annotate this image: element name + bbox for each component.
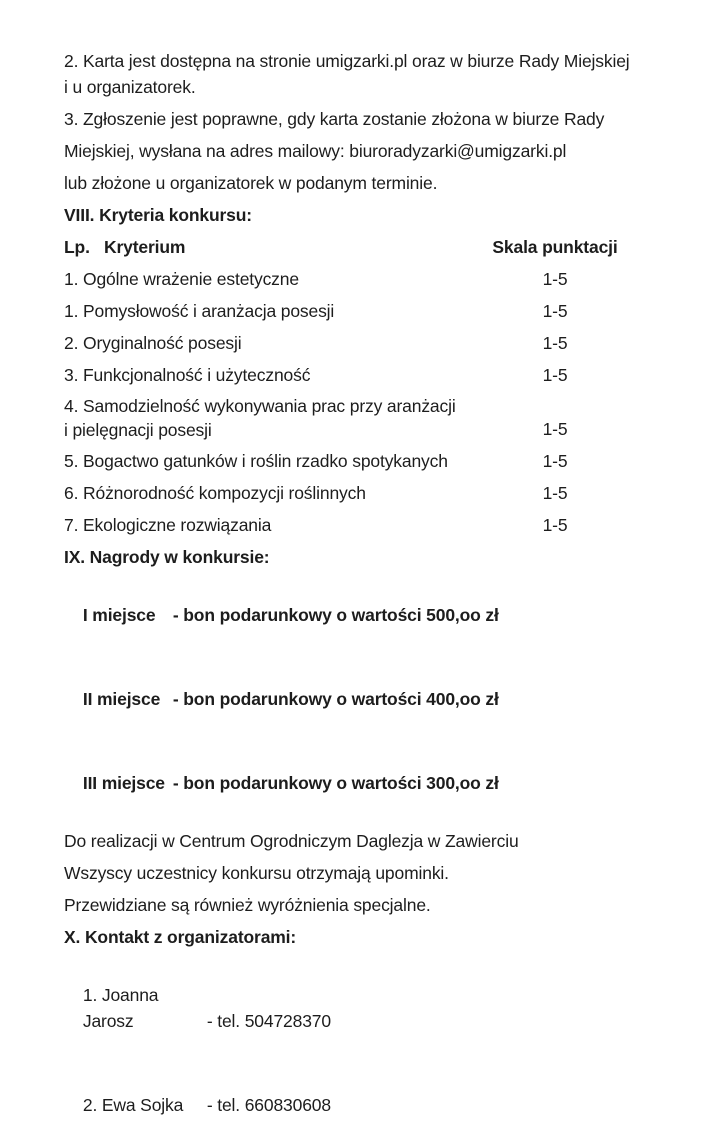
score-value: 1-5 bbox=[542, 483, 568, 503]
criteria-row bbox=[64, 298, 660, 324]
prize-place: II miejsce bbox=[82, 689, 161, 709]
score-value: 1-5 bbox=[542, 365, 568, 385]
contact-phone: - tel. 660830608 bbox=[206, 1095, 331, 1115]
criteria-row bbox=[64, 330, 660, 356]
column-header-score: Skala punktacji bbox=[492, 237, 618, 257]
contact-phone: - tel. 504728370 bbox=[206, 1011, 331, 1031]
section-heading-contact: X. Kontakt z organizatorami: bbox=[64, 927, 297, 947]
criterion-label-line1: 4. Samodzielność wykonywania prac przy aranżacji bbox=[64, 396, 456, 416]
score-value: 1-5 bbox=[542, 451, 568, 471]
contact-item-2 bbox=[64, 1066, 660, 1144]
prize-item-3 bbox=[64, 744, 660, 822]
prizes-note-special: Przewidziane są również wyróżnienia specjalne. bbox=[64, 895, 431, 915]
criterion-label: 5. Bogactwo gatunków i roślin rzadko spotykanych bbox=[64, 451, 448, 471]
criterion-label: 1. Ogólne wrażenie estetyczne bbox=[64, 269, 299, 289]
intro-paragraph-3: Miejskiej, wysłana na adres mailowy: biuroradyzarki@umigzarki.pl bbox=[64, 141, 567, 161]
criteria-row bbox=[64, 362, 660, 388]
score-value: 1-5 bbox=[542, 301, 568, 321]
prize-description: - bon podarunkowy o wartości 300,oo zł bbox=[172, 773, 499, 793]
score-value: 1-5 bbox=[542, 419, 568, 439]
criteria-table-header bbox=[64, 234, 660, 260]
prize-place: III miejsce bbox=[82, 773, 165, 793]
criteria-header-left bbox=[64, 234, 480, 260]
criterion-label: 3. Funkcjonalność i użyteczność bbox=[64, 365, 311, 385]
contact-name: 1. Joanna Jarosz bbox=[82, 985, 164, 1031]
criterion-label: 6. Różnorodność kompozycji roślinnych bbox=[64, 483, 366, 503]
score-value: 1-5 bbox=[542, 269, 568, 289]
criterion-label: 7. Ekologiczne rozwiązania bbox=[64, 515, 272, 535]
contact-name: 2. Ewa Sojka bbox=[82, 1095, 184, 1115]
column-header-kryterium: Kryterium bbox=[104, 237, 186, 257]
criteria-row bbox=[64, 448, 660, 474]
criterion-label: 1. Pomysłowość i aranżacja posesji bbox=[64, 301, 335, 321]
prize-item-2 bbox=[64, 660, 660, 738]
criteria-row bbox=[64, 512, 660, 538]
criteria-row bbox=[64, 480, 660, 506]
contact-item-1 bbox=[64, 956, 660, 1060]
intro-paragraph-4: lub złożone u organizatorek w podanym terminie. bbox=[64, 173, 438, 193]
intro-paragraph-1 bbox=[64, 48, 660, 100]
prize-place: I miejsce bbox=[82, 605, 156, 625]
prize-item-1 bbox=[64, 576, 660, 654]
prize-description: - bon podarunkowy o wartości 500,oo zł bbox=[172, 605, 499, 625]
criterion-label: 2. Oryginalność posesji bbox=[64, 333, 242, 353]
intro-paragraph-2: 3. Zgłoszenie jest poprawne, gdy karta zostanie złożona w biurze Rady bbox=[64, 109, 605, 129]
score-value: 1-5 bbox=[542, 333, 568, 353]
prize-description: - bon podarunkowy o wartości 400,oo zł bbox=[172, 689, 499, 709]
section-heading-criteria: VIII. Kryteria konkursu: bbox=[64, 205, 252, 225]
intro-line: i u organizatorek. bbox=[64, 77, 196, 97]
prizes-note-gifts: Wszyscy uczestnicy konkursu otrzymają upominki. bbox=[64, 863, 449, 883]
criteria-row bbox=[64, 394, 660, 442]
score-value: 1-5 bbox=[542, 515, 568, 535]
section-heading-prizes: IX. Nagrody w konkursie: bbox=[64, 547, 270, 567]
criterion-label-line2: i pielęgnacji posesji bbox=[64, 420, 212, 440]
criteria-table bbox=[64, 234, 660, 538]
criteria-row bbox=[64, 266, 660, 292]
criterion-label bbox=[64, 394, 480, 442]
intro-line: 2. Karta jest dostępna na stronie umigzarki.pl oraz w biurze Rady Miejskiej bbox=[64, 51, 630, 71]
prizes-note-realization: Do realizacji w Centrum Ogrodniczym Daglezja w Zawierciu bbox=[64, 831, 519, 851]
column-header-lp: Lp. bbox=[64, 237, 90, 257]
